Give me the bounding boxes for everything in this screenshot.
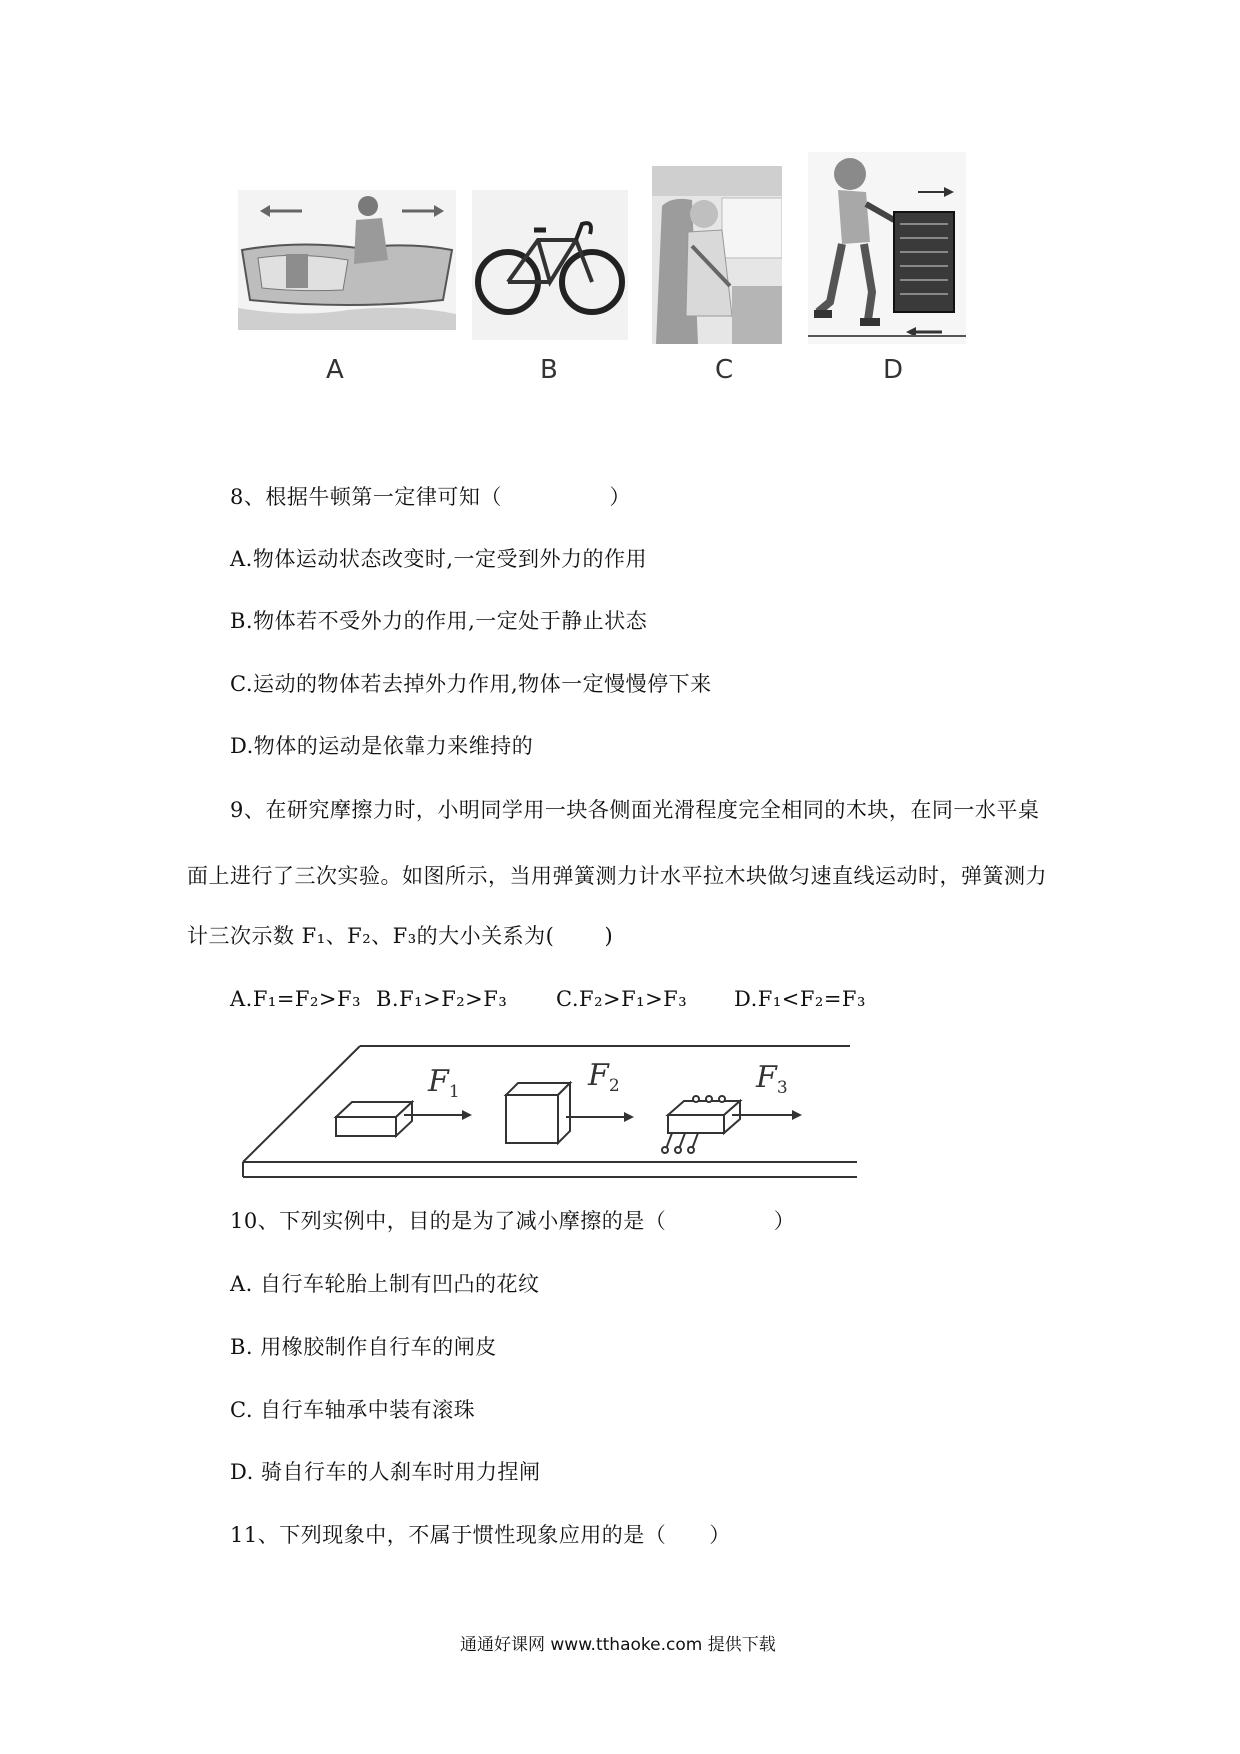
q11-stem: 11、下列现象中，不属于惯性现象应用的是（ ） bbox=[230, 1523, 731, 1547]
q8-stem: 8、根据牛顿第一定律可知（ ） bbox=[230, 485, 631, 509]
q10-option-d: D. 骑自行车的人刹车时用力捏闸 bbox=[230, 1460, 541, 1484]
q9-option-d: D.F₁<F₂=F₃ bbox=[734, 987, 866, 1011]
q8-option-a: A.物体运动状态改变时,一定受到外力的作用 bbox=[230, 547, 648, 571]
q9-option-b: B.F₁>F₂>F₃ bbox=[376, 987, 508, 1011]
q9-option-c: C.F₂>F₁>F₃ bbox=[556, 987, 688, 1011]
q10-option-c: C. 自行车轴承中装有滚珠 bbox=[230, 1398, 476, 1422]
picture-d-boy-pushing bbox=[808, 152, 966, 344]
label-d: D bbox=[883, 355, 904, 385]
q9-stem-line-3: 计三次示数 F₁、F₂、F₃的大小关系为( ) bbox=[187, 924, 614, 948]
picture-a-boat bbox=[238, 190, 456, 330]
force-arrow-2 bbox=[566, 1112, 634, 1122]
q8-option-b: B.物体若不受外力的作用,一定处于静止状态 bbox=[230, 609, 648, 633]
q8-option-d: D.物体的运动是依靠力来维持的 bbox=[230, 734, 534, 758]
friction-experiment-figure bbox=[240, 1035, 860, 1185]
q10-stem: 10、下列实例中，目的是为了减小摩擦的是（ ） bbox=[230, 1209, 796, 1233]
label-a: A bbox=[326, 355, 344, 385]
q10-option-a: A. 自行车轮胎上制有凹凸的花纹 bbox=[230, 1272, 540, 1296]
q8-option-c: C.运动的物体若去掉外力作用,物体一定慢慢停下来 bbox=[230, 672, 712, 696]
picture-b-bicycle bbox=[472, 190, 628, 340]
force-label-f2: $F_2$ bbox=[588, 1058, 620, 1096]
block-1-flat bbox=[336, 1102, 412, 1136]
force-arrow-3 bbox=[732, 1110, 802, 1120]
boy-pushing-illustration bbox=[808, 152, 966, 344]
q10-option-b: B. 用橡胶制作自行车的闸皮 bbox=[230, 1335, 497, 1359]
car-passenger-illustration bbox=[652, 166, 782, 344]
label-b: B bbox=[540, 355, 558, 385]
force-label-f3: $F_3$ bbox=[756, 1060, 788, 1098]
page-footer: 通通好课网 www.tthaoke.com 提供下载 bbox=[460, 1635, 776, 1655]
q9-stem-line-2: 面上进行了三次实验。如图所示，当用弹簧测力计水平拉木块做匀速直线运动时，弹簧测力 bbox=[187, 864, 1047, 888]
q9-stem-line-1: 9、在研究摩擦力时，小明同学用一块各侧面光滑程度完全相同的木块，在同一水平桌 bbox=[230, 798, 1040, 822]
bicycle-illustration bbox=[472, 190, 628, 340]
force-arrow-1 bbox=[404, 1110, 472, 1120]
label-c: C bbox=[715, 355, 734, 385]
block-3-with-rollers bbox=[668, 1101, 740, 1133]
q9-option-a: A.F₁=F₂>F₃ bbox=[230, 987, 361, 1011]
block-2-upright bbox=[506, 1083, 570, 1143]
force-label-f1: $F_1$ bbox=[428, 1064, 460, 1102]
boat-illustration bbox=[238, 190, 456, 330]
picture-c-car-passenger bbox=[652, 166, 782, 344]
